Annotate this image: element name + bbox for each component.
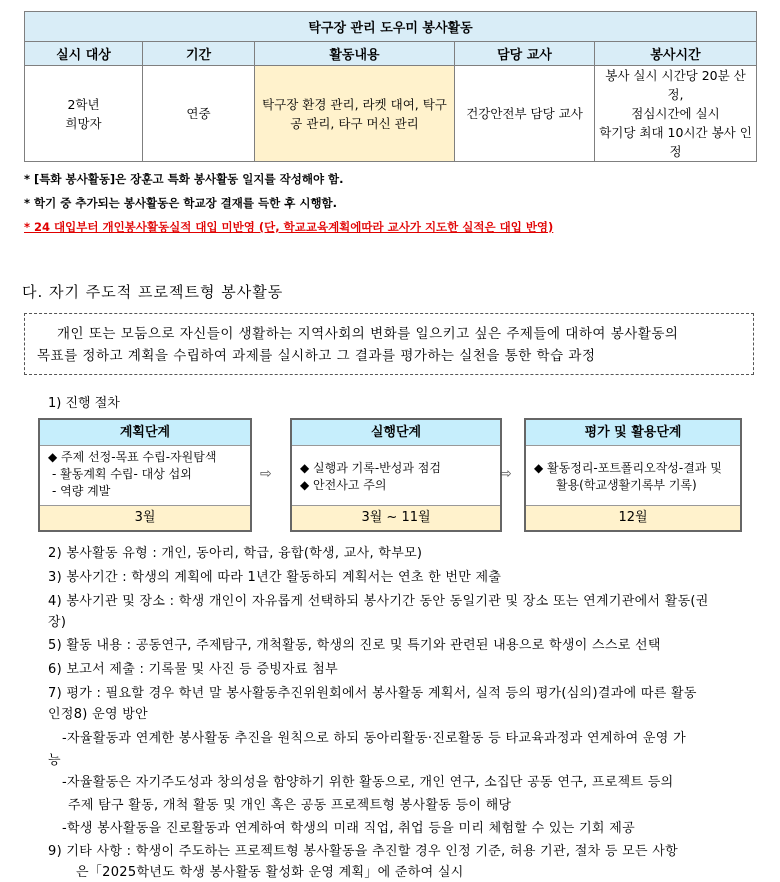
- cell-period: 연중: [143, 66, 255, 162]
- list-item: 6) 보고서 제출 : 기록물 및 사진 등 증빙자료 첨부: [48, 662, 338, 677]
- list-item: -자율활동과 연계한 봉사활동 추진을 원칙으로 하되 동아리활동·진로활동 등 타교육과정과 연계하여 운영 가: [62, 731, 686, 746]
- list-item: 주제 탐구 활동, 개척 활동 및 개인 혹은 공동 프로젝트형 봉사활동 등이 해당: [68, 798, 512, 813]
- cell-hours: 봉사 실시 시간당 20분 산정, 점심시간에 실시 학기당 최대 10시간 봉사 인정: [595, 66, 757, 162]
- stage-evaluate: [524, 418, 742, 532]
- stage-period: 12월: [526, 505, 740, 530]
- list-item: 인정8) 운영 방안: [48, 707, 148, 722]
- stage-title: 평가 및 활용단계: [526, 420, 740, 446]
- stage-body: ◆ 활동정리-포트폴리오작성-결과 및 활용(학교생활기록부 기록): [534, 461, 722, 492]
- stage-title: 실행단계: [292, 420, 500, 446]
- list-item: 능: [48, 753, 61, 768]
- table-title: 탁구장 관리 도우미 봉사활동: [25, 12, 757, 42]
- list-item: 2) 봉사활동 유형 : 개인, 동아리, 학급, 융합(학생, 교사, 학부모): [48, 546, 423, 561]
- list-item: 장): [48, 615, 67, 630]
- definition-box: [24, 313, 754, 375]
- header-target: 실시 대상: [25, 42, 143, 66]
- list-item: -학생 봉사활동을 진로활동과 연계하여 학생의 미래 직업, 취업 등을 미리 체험할 수 있는 기회 제공: [62, 821, 635, 836]
- list-item: 5) 활동 내용 : 공동연구, 주제탐구, 개척활동, 학생의 진로 및 특기와 관련된 내용으로 학생이 스스로 선택: [48, 638, 661, 653]
- volunteer-table: [24, 11, 757, 162]
- section-title: 다. 자기 주도적 프로젝트형 봉사활동: [22, 283, 284, 301]
- note-admission: * 24 대입부터 개인봉사활동실적 대입 미반영 (단, 학교교육계획에따라 교사가 지도한 실적은 대입 반영): [24, 220, 554, 234]
- procedure-title: 1) 진행 절차: [48, 396, 120, 411]
- arrow-icon: ⇨: [500, 466, 512, 482]
- cell-target: 2학년 희망자: [25, 66, 143, 162]
- list-item: 은「2025학년도 학생 봉사활동 활성화 운영 계획」에 준하여 실시: [76, 865, 464, 880]
- header-hours: 봉사시간: [595, 42, 757, 66]
- stage-plan: [38, 418, 252, 532]
- list-item: 4) 봉사기관 및 장소 : 학생 개인이 자유롭게 선택하되 봉사기간 동안 동일기관 및 장소 또는 연계기관에서 활동(권: [48, 594, 709, 609]
- header-teacher: 담당 교사: [455, 42, 595, 66]
- stage-body: ◆ 주제 선정-목표 수립-자원탐색 - 활동계획 수립- 대상 섭외 - 역량 계발: [48, 450, 217, 498]
- definition-line: 목표를 정하고 계획을 수립하여 과제를 실시하고 그 결과를 평가하는 실천을 통한 학습 과정: [37, 348, 596, 364]
- note-approval: * 학기 중 추가되는 봉사활동은 학교장 결재를 득한 후 시행함.: [24, 196, 338, 210]
- note-special: * [특화 봉사활동]은 장훈고 특화 봉사활동 일지를 작성해야 함.: [24, 172, 344, 186]
- stage-title: 계획단계: [40, 420, 250, 446]
- arrow-icon: ⇨: [260, 466, 272, 482]
- stage-period: 3월 ~ 11월: [292, 505, 500, 530]
- stage-period: 3월: [40, 505, 250, 530]
- list-item: 9) 기타 사항 : 학생이 주도하는 프로젝트형 봉사활동을 추진할 경우 인정 기준, 허용 기관, 절차 등 모든 사항: [48, 844, 679, 859]
- cell-teacher: 건강안전부 담당 교사: [455, 66, 595, 162]
- stage-execute: [290, 418, 502, 532]
- list-item: 7) 평가 : 필요할 경우 학년 말 봉사활동추진위원회에서 봉사활동 계획서, 실적 등의 평가(심의)결과에 따른 활동: [48, 686, 697, 701]
- definition-line: 개인 또는 모둠으로 자신들이 생활하는 지역사회의 변화를 일으키고 싶은 주제들에 대하여 봉사활동의: [57, 326, 679, 342]
- list-item: 3) 봉사기간 : 학생의 계획에 따라 1년간 활동하되 계획서는 연초 한 번만 제출: [48, 570, 502, 585]
- list-item: -자율활동은 자기주도성과 창의성을 함양하기 위한 활동으로, 개인 연구, 소집단 공동 연구, 프로젝트 등의: [62, 775, 674, 790]
- stage-body: ◆ 실행과 기록-반성과 점검 ◆ 안전사고 주의: [300, 461, 441, 492]
- cell-content: 탁구장 환경 관리, 라켓 대여, 탁구 공 관리, 타구 머신 관리: [255, 66, 455, 162]
- header-content: 활동내용: [255, 42, 455, 66]
- header-period: 기간: [143, 42, 255, 66]
